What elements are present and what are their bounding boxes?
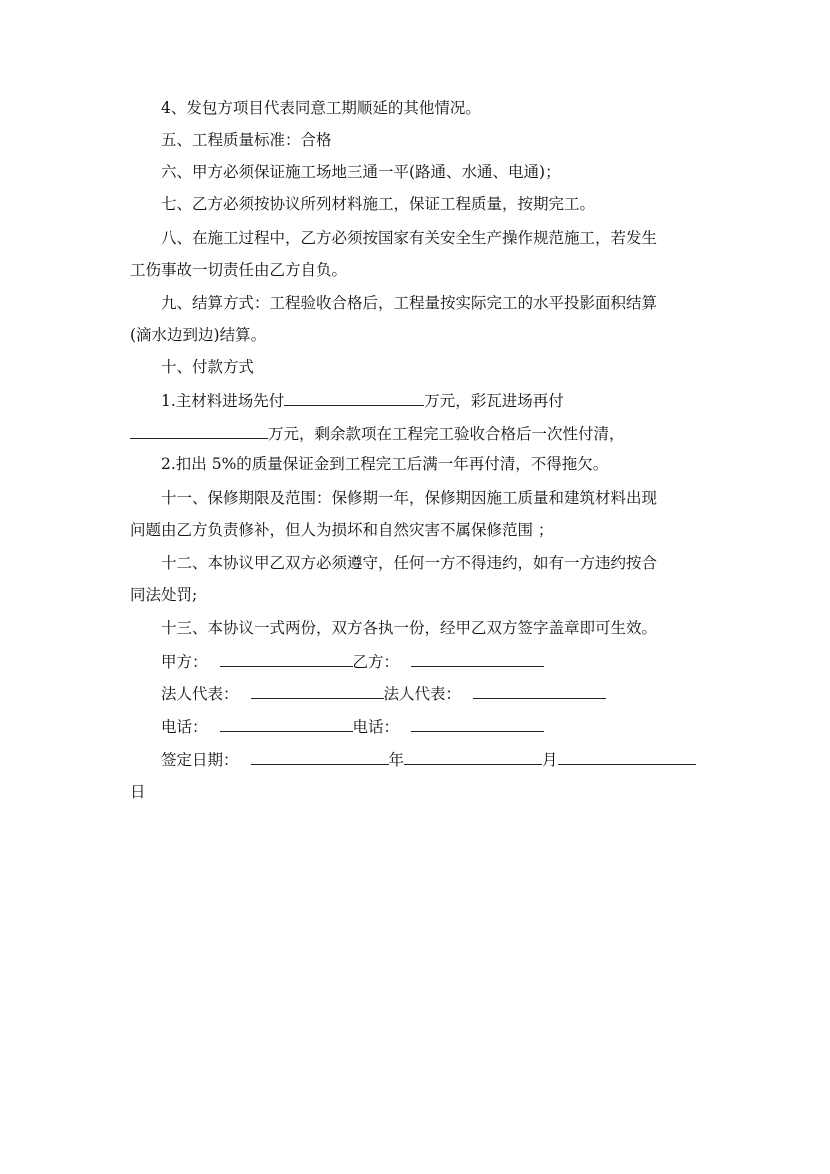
payment-1-line-2 [130, 423, 625, 444]
section-11-line-1: 十一、保修期限及范围：保修期一年，保修期因施工质量和建筑材料出现 [161, 489, 658, 507]
clause-4: 4、发包方项目代表同意工期顺延的其他情况。 [161, 99, 481, 117]
section-13: 十三、本协议一式两份，双方各执一份，经甲乙双方签字盖章即可生效。 [161, 619, 658, 637]
day-blank[interactable] [558, 749, 696, 765]
section-9-line-1: 九、结算方式：工程验收合格后，工程量按实际完工的水平投影面积结算 [161, 294, 658, 312]
section-6: 六、甲方必须保证施工场地三通一平(路通、水通、电通)； [161, 163, 561, 181]
year-blank[interactable] [251, 749, 389, 765]
section-7: 七、乙方必须按协议所列材料施工，保证工程质量，按期完工。 [161, 195, 596, 213]
month-blank[interactable] [404, 749, 542, 765]
section-8-line-1: 八、在施工过程中，乙方必须按国家有关安全生产操作规范施工，若发生 [161, 229, 658, 247]
phone-a-blank[interactable] [220, 716, 353, 732]
party-b-label: 乙方： [352, 653, 400, 671]
section-11-line-2: 问题由乙方负责修补，但人为损坏和自然灾害不属保修范围 ； [130, 521, 554, 539]
tile-amount-blank[interactable] [130, 423, 268, 439]
party-a-label: 甲方： [161, 653, 208, 671]
signature-row-phone [161, 716, 544, 737]
signature-row-legal-rep [161, 683, 606, 704]
date-label: 签定日期： [161, 751, 239, 769]
advance-amount-blank[interactable] [284, 390, 424, 406]
party-a-blank[interactable] [220, 651, 353, 667]
phone-b-blank[interactable] [411, 716, 544, 732]
month-label: 月 [542, 751, 558, 769]
payment-1-label-b: 万元，彩瓦进场再付 [424, 392, 564, 410]
party-b-blank[interactable] [411, 651, 544, 667]
section-5: 五、工程质量标准：合格 [161, 131, 332, 149]
legal-rep-b-blank[interactable] [473, 683, 606, 699]
section-9-line-2: (滴水边到边)结算。 [130, 326, 267, 344]
phone-b-label: 电话： [352, 718, 400, 736]
day-label: 日 [130, 783, 146, 801]
legal-rep-a-blank[interactable] [251, 683, 384, 699]
payment-2: 2.扣出 5%的质量保证金到工程完工后满一年再付清，不得拖欠。 [161, 455, 609, 473]
signature-row-party [161, 651, 544, 672]
payment-1-line-1 [161, 390, 564, 411]
payment-1-label-c: 万元，剩余款项在工程完工验收合格后一次性付清， [268, 425, 625, 443]
legal-rep-a-label: 法人代表： [161, 685, 239, 703]
section-8-line-2: 工伤事故一切责任由乙方自负。 [130, 261, 348, 279]
section-12-line-1: 十二、本协议甲乙双方必须遵守，任何一方不得违约，如有一方违约按合 [161, 554, 658, 572]
signature-row-date [161, 749, 696, 770]
section-12-line-2: 同法处罚; [130, 586, 198, 604]
legal-rep-b-label: 法人代表： [383, 685, 462, 703]
section-10: 十、付款方式 [161, 358, 255, 376]
payment-1-label-a: 1.主材料进场先付 [161, 392, 285, 410]
phone-a-label: 电话： [161, 718, 208, 736]
year-label: 年 [388, 751, 405, 769]
